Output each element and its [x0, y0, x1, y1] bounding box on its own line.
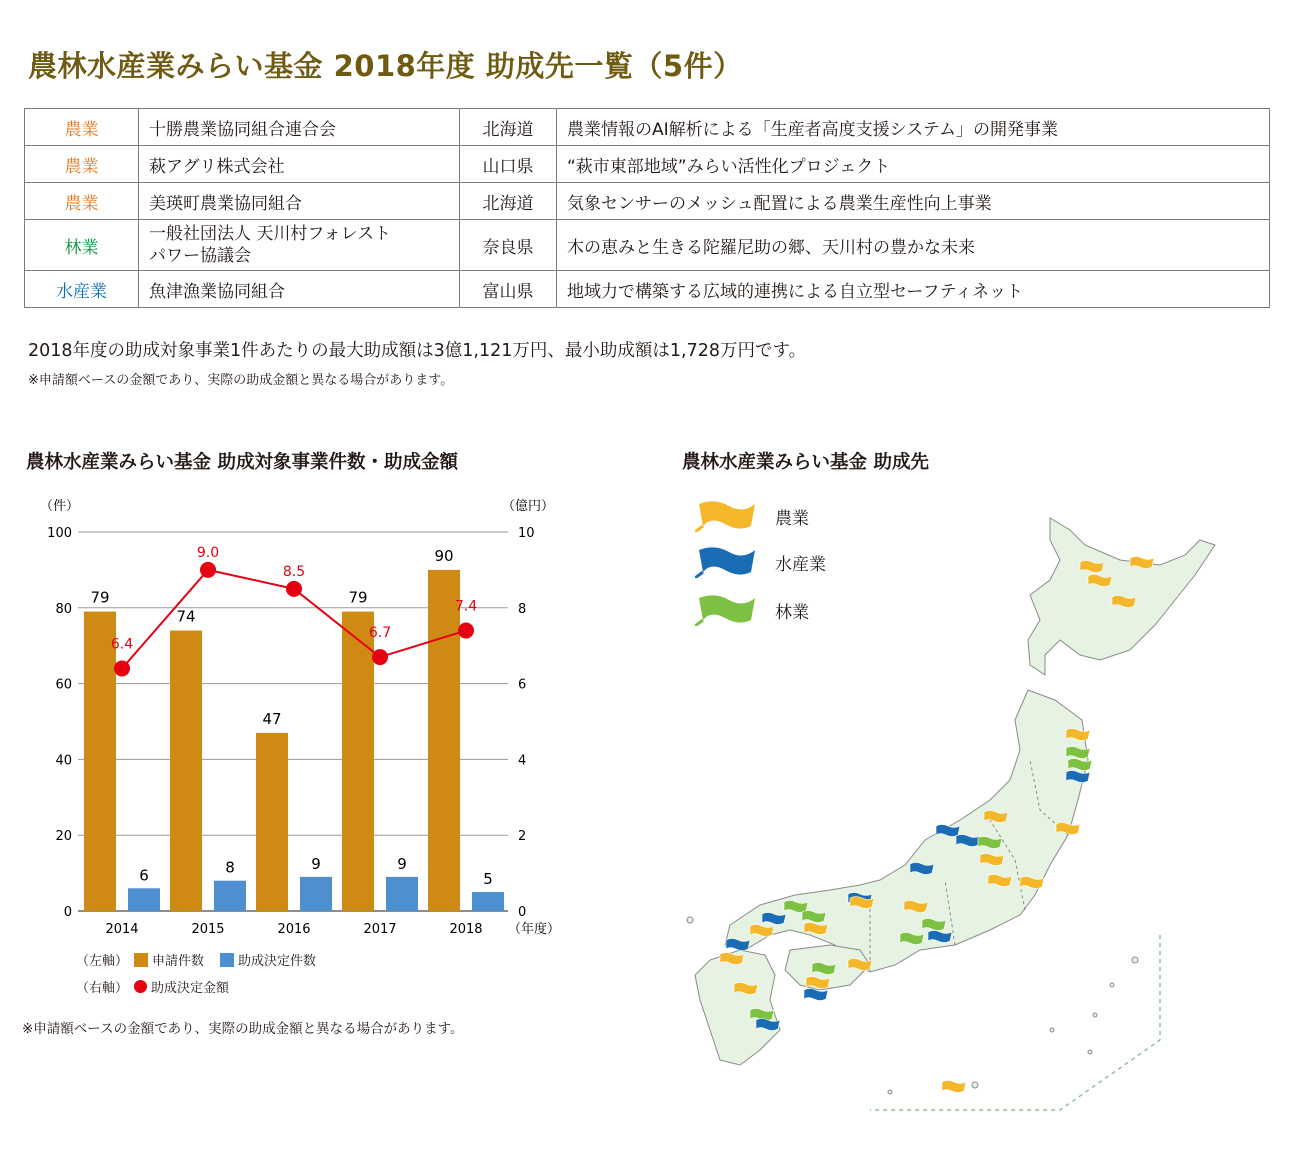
bar-applications	[342, 612, 374, 911]
prefecture-cell: 北海道	[460, 109, 557, 146]
project-cell: 農業情報のAI解析による「生産者高度支援システム」の開発事業	[557, 109, 1270, 146]
y-tick-left: 60	[55, 677, 72, 693]
prefecture-cell: 山口県	[460, 146, 557, 183]
y-tick-right: 10	[518, 526, 535, 541]
bar-label-decisions: 9	[397, 854, 407, 873]
table-row	[25, 183, 1270, 220]
y-tick-left: 20	[55, 829, 72, 845]
table-row	[25, 271, 1270, 308]
bar-label-applications: 90	[434, 546, 454, 565]
table-row	[25, 220, 1270, 271]
category-cell: 水産業	[25, 271, 139, 308]
category-cell: 農業	[25, 109, 139, 146]
map-flag-icon	[804, 989, 828, 1001]
bar-label-decisions: 6	[139, 866, 149, 885]
y-tick-right: 8	[518, 601, 527, 617]
category-cell: 林業	[25, 220, 139, 271]
amount-label: 7.4	[454, 598, 478, 615]
bar-decisions	[472, 892, 504, 911]
legend-label: 林業	[775, 602, 809, 623]
bar-decisions	[386, 877, 418, 911]
bar-label-applications: 79	[348, 588, 368, 607]
prefecture-cell: 北海道	[460, 183, 557, 220]
org-cell: 萩アグリ株式会社	[139, 146, 460, 183]
table-row	[25, 109, 1270, 146]
amount-label: 6.7	[368, 625, 392, 642]
bar-applications	[256, 733, 288, 911]
prefecture-cell: 奈良県	[460, 220, 557, 271]
y-tick-right: 4	[518, 753, 527, 769]
chart-footnote: ※申請額ベースの金額であり、実際の助成金額と異なる場合があります。	[22, 1021, 464, 1037]
honshu-shape	[725, 690, 1088, 972]
x-tick-label: 2018	[449, 922, 483, 937]
y-tick-left: 40	[55, 753, 72, 769]
bar-applications	[170, 631, 202, 911]
bar-decisions	[128, 888, 160, 911]
bar-applications	[84, 612, 116, 911]
grants-table	[24, 108, 1270, 308]
legend-label: 農業	[775, 508, 809, 529]
amount-label: 6.4	[110, 636, 134, 653]
japan-map	[680, 490, 1280, 1130]
legend-swatch-applications	[134, 953, 148, 967]
bar-label-decisions: 5	[483, 870, 493, 889]
bar-applications	[428, 570, 460, 911]
bar-decisions	[300, 877, 332, 911]
page-title: 農林水産業みらい基金 2018年度 助成先一覧（5件）	[28, 49, 743, 83]
x-tick-label: 2016	[277, 922, 311, 937]
x-tick-label: 2015	[191, 922, 225, 937]
table-row	[25, 146, 1270, 183]
chart-legend-left	[76, 950, 316, 969]
amount-point	[372, 649, 388, 665]
y-tick-right: 6	[518, 677, 527, 693]
bar-label-applications: 79	[90, 588, 110, 607]
org-cell	[139, 220, 460, 271]
map-flag-icon	[942, 1081, 966, 1093]
legend-axis-label: （右軸）	[76, 981, 129, 996]
prefecture-cell: 富山県	[460, 271, 557, 308]
project-cell: 地域力で構築する広域的連携による自立型セーフティネット	[557, 271, 1270, 308]
x-axis-unit: （年度）	[508, 922, 561, 937]
legend-label: 助成決定件数	[238, 954, 317, 969]
right-axis-unit: （億円）	[502, 499, 555, 514]
y-tick-right: 0	[518, 905, 527, 920]
left-axis-unit: （件）	[40, 499, 80, 514]
org-cell: 魚津漁業協同組合	[139, 271, 460, 308]
legend-label: 申請件数	[152, 954, 205, 969]
kyushu-shape	[695, 950, 780, 1065]
legend-axis-label: （左軸）	[76, 954, 129, 969]
org-line: 一般社団法人 天川村フォレスト	[149, 224, 392, 244]
project-cell: “萩市東部地域”みらい活性化プロジェクト	[557, 146, 1270, 183]
y-tick-left: 100	[47, 526, 72, 541]
bar-label-decisions: 9	[311, 854, 321, 873]
amount-label: 9.0	[196, 544, 220, 561]
amount-point	[114, 660, 130, 676]
bar-decisions	[214, 881, 246, 911]
org-cell: 十勝農業協同組合連合会	[139, 109, 460, 146]
y-tick-right: 2	[518, 829, 527, 845]
project-cell: 気象センサーのメッシュ配置による農業生産性向上事業	[557, 183, 1270, 220]
x-tick-label: 2017	[363, 922, 397, 937]
y-tick-left: 0	[63, 905, 72, 920]
amount-point	[286, 581, 302, 597]
grant-chart	[0, 480, 600, 950]
amount-label: 8.5	[282, 563, 306, 580]
legend-swatch-decisions	[220, 953, 234, 967]
chart-legend-right	[76, 977, 229, 996]
project-cell: 木の恵みと生きる陀羅尼助の郷、天川村の豊かな未来	[557, 220, 1270, 271]
amount-point	[458, 623, 474, 639]
footnote: ※申請額ベースの金額であり、実際の助成金額と異なる場合があります。	[28, 373, 454, 388]
category-cell: 農業	[25, 146, 139, 183]
chart-title: 農林水産業みらい基金 助成対象事業件数・助成金額	[26, 452, 458, 473]
y-tick-left: 80	[55, 601, 72, 617]
legend-label: 水産業	[775, 554, 826, 575]
summary-text: 2018年度の助成対象事業1件あたりの最大助成額は3億1,121万円、最小助成額は1,728万円です。	[28, 341, 807, 361]
org-line: パワー協議会	[149, 246, 251, 266]
amount-point	[200, 562, 216, 578]
category-cell: 農業	[25, 183, 139, 220]
legend-dot-amount	[134, 980, 147, 993]
bar-label-applications: 47	[262, 709, 282, 728]
legend-label: 助成決定金額	[151, 981, 230, 996]
org-cell: 美瑛町農業協同組合	[139, 183, 460, 220]
map-title: 農林水産業みらい基金 助成先	[682, 452, 929, 473]
bar-label-decisions: 8	[225, 858, 235, 877]
bar-label-applications: 74	[176, 607, 196, 626]
x-tick-label: 2014	[105, 922, 139, 937]
